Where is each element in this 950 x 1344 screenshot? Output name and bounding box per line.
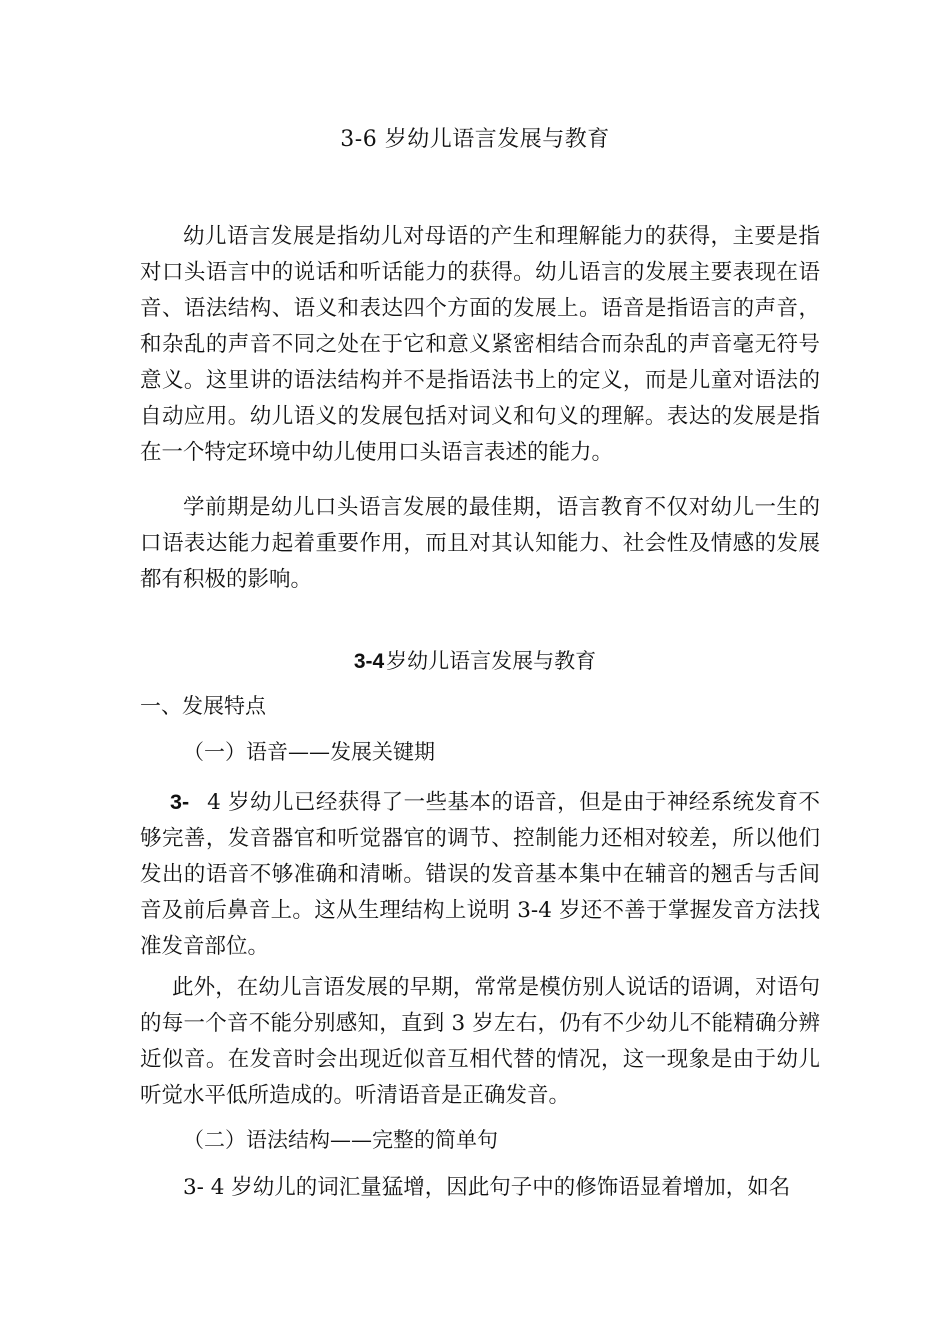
phonetics-paragraph-1-lead: 3- xyxy=(170,790,190,814)
subheading-phonetics: （一）语音——发展关键期 xyxy=(183,740,435,764)
section-title-lead: 3-4 xyxy=(353,650,385,673)
subheading-grammar: （二）语法结构——完整的简单句 xyxy=(183,1128,498,1152)
phonetics-paragraph-1-rest: 4 岁幼儿已经获得了一些基本的语音，但是由于神经系统发育不够完善，发音器官和听觉器官的调节、控制能力还相对较差，所以他们发出的语音不够准确和清晰。错误的发音基本集中在辅音的翘舌与舌间音及前后鼻音上。这从生理结构上说明 3-4 岁还不善于掌握发音方法找准发音部位。 xyxy=(140,790,820,959)
phonetics-paragraph-2: 此外，在幼儿言语发展的早期，常常是模仿别人说话的语调，对语句的每一个音不能分别感知，直到 3 岁左右，仍有不少幼儿不能精确分辨近似音。在发音时会出现近似音互相代替的情况，这一现象是由于幼儿听觉水平低所造成的。听清语音是正确发音。 xyxy=(140,975,820,1108)
intro-paragraph-2: 学前期是幼儿口头语言发展的最佳期，语言教育不仅对幼儿一生的口语表达能力起着重要作用，而且对其认知能力、社会性及情感的发展都有积极的影响。 xyxy=(140,495,820,592)
section-title-rest: 岁幼儿语言发展与教育 xyxy=(386,649,597,673)
grammar-paragraph-1: 3- 4 岁幼儿的词汇量猛增，因此句子中的修饰语显着增加，如名 xyxy=(183,1175,791,1200)
intro-paragraph-1: 幼儿语言发展是指幼儿对母语的产生和理解能力的获得，主要是指对口头语言中的说话和听话能力的获得。幼儿语言的发展主要表现在语音、语法结构、语义和表达四个方面的发展上。语音是指语言的声音，和杂乱的声音不同之处在于它和意义紧密相结合而杂乱的声音毫无符号意义。这里讲的语法结构并不是指语法书上的定义，而是儿童对语法的自动应用。幼儿语义的发展包括对词义和句义的理解。表达的发展是指在一个特定环境中幼儿使用口头语言表述的能力。 xyxy=(140,224,820,465)
heading-development-features: 一、发展特点 xyxy=(140,694,266,718)
document-title: 3-6 岁幼儿语言发展与教育 xyxy=(340,127,610,152)
phonetics-paragraph-1 xyxy=(140,784,820,965)
section-title xyxy=(0,642,950,681)
